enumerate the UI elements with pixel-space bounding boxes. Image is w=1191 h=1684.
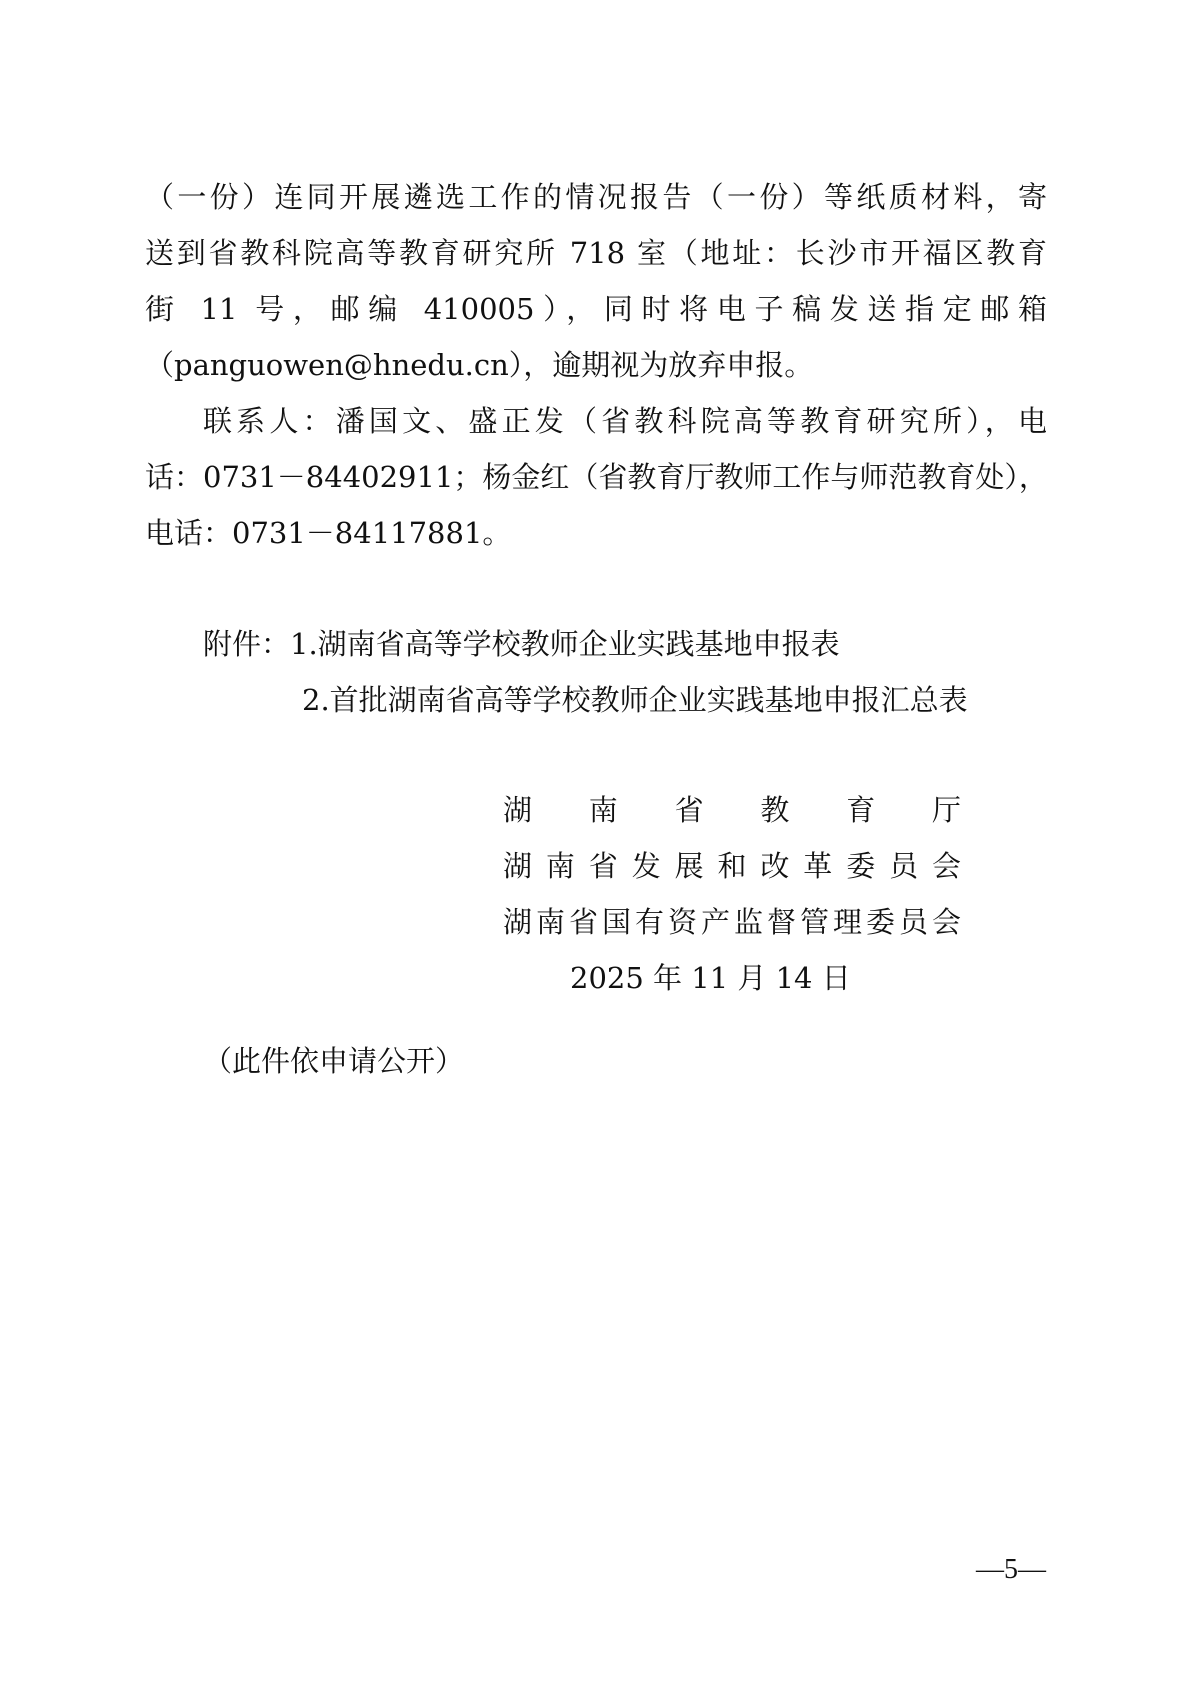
contact-line-3: 电话：0731－84117881。 — [145, 516, 512, 550]
paragraph-line-4: （panguowen@hnedu.cn），逾期视为放弃申报。 — [145, 348, 814, 382]
signature-org-2: 湖南省发展和改革委员会 — [503, 849, 961, 883]
disclosure-note: （此件依申请公开） — [203, 1044, 465, 1078]
page-number: —5— — [976, 1554, 1046, 1585]
paragraph-line-2: 送到省教科院高等教育研究所 718 室（地址：长沙市开福区教育 — [145, 236, 1047, 270]
attachment-line-1: 附件：1.湖南省高等学校教师企业实践基地申报表 — [203, 627, 840, 661]
signature-org-1: 湖南省教育厅 — [503, 793, 961, 827]
contact-line-2: 话：0731－84402911；杨金红（省教育厅教师工作与师范教育处）， — [145, 460, 1048, 494]
signature-date: 2025 年 11 月 14 日 — [570, 961, 851, 995]
contact-line-1: 联系人：潘国文、盛正发（省教科院高等教育研究所），电 — [203, 404, 1047, 438]
signature-org-3: 湖南省国有资产监督管理委员会 — [503, 905, 961, 939]
paragraph-line-1: （一份）连同开展遴选工作的情况报告（一份）等纸质材料，寄 — [145, 180, 1047, 214]
paragraph-line-3: 街 11 号，邮编 410005），同时将电子稿发送指定邮箱 — [145, 292, 1047, 326]
attachment-line-2: 2.首批湖南省高等学校教师企业实践基地申报汇总表 — [302, 683, 968, 717]
